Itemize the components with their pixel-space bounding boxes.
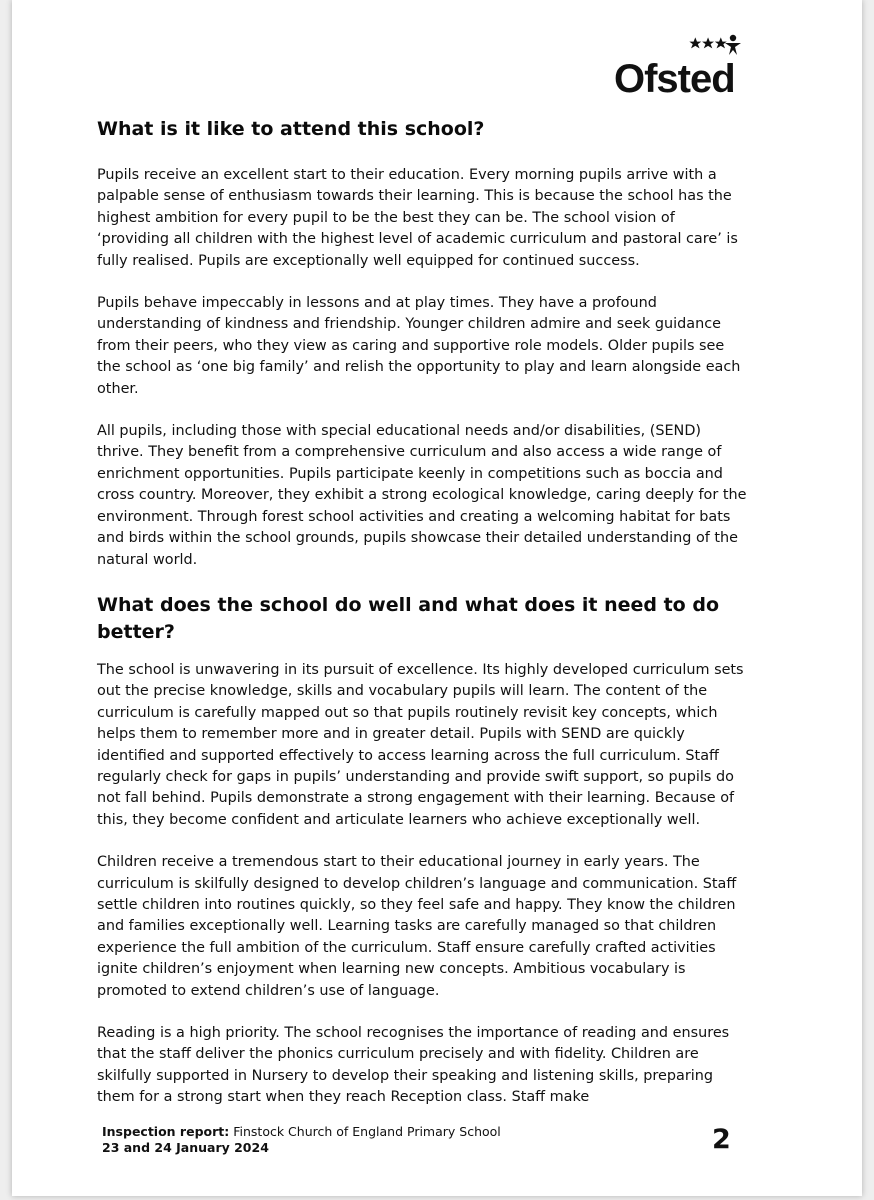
- ofsted-logo: [612, 28, 742, 98]
- footer-dates: 23 and 24 January 2024: [102, 1140, 269, 1155]
- page-number: 2: [712, 1124, 731, 1155]
- document-page: [12, 0, 862, 1196]
- section-heading-does-well: What does the school do well and what does it need to do better?: [97, 593, 720, 643]
- footer-school-name: Finstock Church of England Primary School: [233, 1124, 501, 1139]
- ofsted-logo-graphic: [612, 28, 742, 98]
- paragraph: All pupils, including those with special educational needs and/or disabilities, (SEND) thrive. They benefit from a comprehensive curriculum and also access a wide range of enrichment opportunities. Pupils participate keenly in competitions such as boccia and cross country. Moreover, they exhibit a strong ecological knowledge, caring deeply for the environment. Through forest school activities and creating a welcoming habitat for bats and birds within the school grounds, pupils showcase their detailed understanding of the natural world.: [97, 423, 747, 568]
- paragraph: The school is unwavering in its pursuit of excellence. Its highly developed curriculum sets out the precise knowledge, skills and vocabulary pupils will learn. The content of the curriculum is carefully mapped out so that pupils routinely revisit key concepts, which helps them to remember more and in greater detail. Pupils with SEND are quickly identified and supported effectively to access learning across the full curriculum. Staff regularly check for gaps in pupils’ understanding and provide swift support, so pupils do not fall behind. Pupils demonstrate a strong engagement with their learning. Because of this, they become confident and articulate learners who achieve exceptionally well.: [97, 661, 744, 828]
- section-heading-attend: What is it like to attend this school?: [97, 118, 485, 140]
- logo-wordmark: Ofsted: [614, 57, 735, 98]
- paragraph: Children receive a tremendous start to their educational journey in early years. The curriculum is skilfully designed to develop children’s language and communication. Staff settle children into routines quickly, so they feel safe and happy. They know the children and families exceptionally well. Learning tasks are carefully managed so that children experience the full ambition of the curriculum. Staff ensure carefully crafted activities ignite children’s enjoyment when learning new concepts. Ambitious vocabulary is promoted to extend children’s use of language.: [97, 854, 737, 999]
- page-footer: [102, 1124, 742, 1156]
- footer-label: Inspection report:: [102, 1124, 230, 1139]
- paragraph: Pupils receive an excellent start to their education. Every morning pupils arrive with a palpable sense of enthusiasm towards their learning. This is because the school has the highest ambition for every pupil to be the best they can be. The school vision of ‘providing all children with the highest level of academic curriculum and pastoral care’ is fully realised. Pupils are exceptionally well equipped for continued success.: [97, 167, 738, 269]
- report-content: [97, 116, 747, 1130]
- stars-icon: [689, 35, 741, 55]
- paragraph: Reading is a high priority. The school recognises the importance of reading and ensures that the staff deliver the phonics curriculum precisely and with fidelity. Children are skilfully supported in Nursery to develop their speaking and listening skills, preparing them for a strong start when they reach Reception class. Staff make: [97, 1025, 730, 1106]
- paragraph: Pupils behave impeccably in lessons and at play times. They have a profound understanding of kindness and friendship. Younger children admire and seek guidance from their peers, who they view as caring and supportive role models. Older pupils see the school as ‘one big family’ and relish the opportunity to play and learn alongside each other.: [97, 295, 741, 397]
